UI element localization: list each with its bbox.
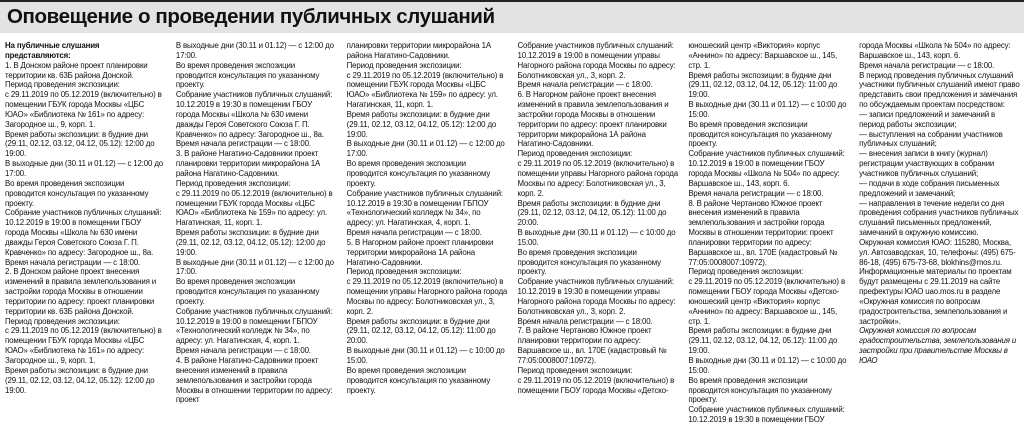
paragraph: с 29.11.2019 по 05.12.2019 (включительно) в помещении ГБУК города Москвы «ЦБС ЮАО» «Библиотека № 159» по адресу: ул. Нагатинская, 11, корп. 1. [175,188,333,228]
paragraph: Период проведения экспозиции: [517,365,633,375]
paragraph: 2. В Донском районе проект внесения изменений в правила землепользования и застройки города Москвы в отношении территории по адресу: проект планировки территории кв. 63Б района Донской. [5,267,157,316]
paragraph: Во время проведения экспозиции проводится консультация по указанному проекту. [346,159,491,188]
paragraph: Период проведения экспозиции: [688,267,804,277]
paragraph: Время работы экспозиции: в будние дни (29.11, 02.12, 03.12, 04.12, 05.12): 11:00 до 20:00. [517,198,667,228]
paragraph: Собрание участников публичных слушаний: 10.12.2019 в 19:00 в помещении ГБОУ города Москвы «Школа № 504» по адресу: Варшавское ш., 143, корп. 6. [688,149,845,188]
text-column [859,41,1021,403]
paragraph: 5. В Нагорном районе проект планировки территории микрорайона 1А района Нагатино-Садовники. [346,237,494,267]
paragraph: Во время проведения экспозиции проводится консультация по указанному проекту. [5,178,149,208]
paragraph: Время работы экспозиции: в будние дни (29.11, 02.12, 03.12, 04.12, 05.12): 11:00 до 19:00. [688,326,838,356]
headline-bar [0,0,1024,33]
paragraph: Время начала регистрации — с 18:00. [346,228,482,238]
paragraph: Период проведения экспозиции: [517,149,633,159]
paragraph: — направления в течение недели со дня проведения собрания участников публичных слушаний письменных предложений, замечаний в окружную комиссию. [859,198,1019,238]
paragraph: планировки территории микрорайона 1А района Нагатино-Садовники. [346,41,491,60]
paragraph: с 29.11.2019 по 05.12.2019 (включительно) в помещении управы Нагорного района города Москвы по адресу: Болотниковская ул., 3, корп. 2. [517,159,678,198]
paragraph: Собрание участников публичных слушаний: 10.12.2019 в 19:00 в помещении ГБОУ города Москвы «Школа № 630 имени дважды Героя Советского Союза Г. П. Кравченко» по адресу: Загородное ш., 8а. [5,208,162,257]
paragraph: Время начала регистрации — с 18:00. [517,316,653,326]
paragraph: Собрание участников публичных слушаний: 10.12.2019 в 19:30 в помещении ГБОУ [688,405,845,425]
paragraph: Во время проведения экспозиции проводится консультация по указанному проекту. [175,277,320,306]
paragraph: Период проведения экспозиции: [5,316,120,326]
text-column [347,41,509,403]
paragraph: В период проведения публичных слушаний участники публичных слушаний имеют право представить свои предложения и замечания по обсуждаемым проектам посредством: [859,70,1020,110]
text-column [5,41,167,403]
paragraph: В выходные дни (30.11 и 01.12) — с 12:00 до 17:00. [175,257,334,277]
paragraph: В выходные дни (30.11 и 01.12) — с 10:00 до 15:00. [517,228,676,247]
paragraph: В выходные дни (30.11 и 01.12) — с 10:00 до 15:00. [346,346,505,365]
paragraph: 1. В Донском районе проект планировки территории кв. 63Б района Донской. [5,60,148,80]
paragraph: В выходные дни (30.11 и 01.12) — с 12:00 до 17:00. [175,41,334,60]
paragraph: 7. В районе Чертаново Южное проект планировки территории по адресу: Варшавское ш., вл. 170Е (кадастровый № 77:05:0008007:10972). [517,326,667,365]
paragraph: — записи предложений и замечаний в период работы экспозиции; [859,109,996,129]
paragraph: Период проведения экспозиции: [346,60,462,70]
paragraph: В выходные дни (30.11 и 01.12) — с 12:00 до 17:00. [5,159,164,178]
paragraph: Время начала регистрации — с 18:00. [5,257,141,267]
text-column [688,41,850,425]
paragraph: — внесения записи в книгу (журнал) регистрации участвующих в собрании участников публичных слушаний; [859,149,995,178]
paragraph: с 29.11.2019 по 05.12.2019 (включительно) в помещении ГБУК города Москвы «ЦБС ЮАО» «Библиотека № 161» по адресу: Загородное ш., 9, корп. 1. [5,90,162,129]
paragraph: Во время проведения экспозиции проводится консультация по указанному проекту. [175,60,320,90]
paragraph: Период проведения экспозиции: [175,178,291,188]
paragraph: В выходные дни (30.11 и 01.12) — с 10:00 до 15:00. [688,356,847,375]
paragraph: Во время проведения экспозиции проводится консультация по указанному проекту. [688,375,832,405]
paragraph: 6. В Нагорном районе проект внесения изменений в правила землепользования и застройки города Москвы в отношении территории по адресу: проект планировки территории микрорайона 1А района Нагатино-Садовники. [517,90,669,149]
paragraph: города Москвы «Школа № 504» по адресу: Варшавское ш., 143, корп. 6. [859,41,1011,60]
paragraph: Время работы экспозиции: в будние дни (29.11, 02.12, 03.12, 04.12, 05.12): 12:00 до 19:00. [175,228,326,257]
paragraph: — подачи в ходе собрания письменных предложений и замечаний; [859,178,1000,198]
paragraph: Время работы экспозиции: в будние дни (29.11, 02.12, 03.12, 04.12, 05.12): 12:00 до 19:00. [346,109,497,139]
section-heading: представляются: [5,50,71,60]
paragraph: Время начала регистрации — с 18:00. [175,346,311,356]
paragraph: Во время проведения экспозиции проводится консультация по указанному проекту. [517,247,661,277]
paragraph: Время работы экспозиции: в будние дни (29.11, 02.12, 03.12, 04.12, 05.12): 11:00 до 19:00. [688,70,838,100]
paragraph: Собрание участников публичных слушаний: 10.12.2019 в 19:30 в помещении управы Нагорного района города Москвы по адресу: Болотниковская ул., 3, корп. 2. [517,277,676,316]
paragraph: Окружная комиссия ЮАО: 115280, Москва, ул. Автозаводская, 10, телефоны: (495) 675-86-18, (495) 675-73-68, blokhins@mos.ru. [859,237,1016,267]
paragraph: В выходные дни (30.11 и 01.12) — с 12:00 до 17:00. [346,139,505,159]
paragraph: с 29.11.2019 по 05.12.2019 (включительно) в помещении ГБУК города Москвы «ЦБС ЮАО» «Библиотека № 161» по адресу: Загородное ш., 9, корп. 1. [5,326,162,365]
paragraph: Время начала регистрации — с 18:00. [517,80,653,90]
section-heading: На публичные слушания [5,41,100,50]
paragraph: с 29.11.2019 по 05.12.2019 (включительно) в помещении управы Нагорного района города Москвы по адресу: Болотниковская ул., 3, корп. 2. [346,277,508,316]
paragraph: Время работы экспозиции: в будние дни (29.11, 02.12, 03.12, 04.12, 05.12): 11:00 до 20:00. [346,316,496,346]
paragraph: Время начала регистрации — с 18:00. [175,139,311,149]
paragraph: с 29.11.2019 по 05.12.2019 (включительно) в помещении ГБОУ города Москвы «Детско- [517,375,675,395]
paragraph: Собрание участников публичных слушаний: 10.12.2019 в 19:00 в помещении управы Нагорного района города Москвы по адресу: Болотниковская ул., 3, корп. 2. [517,41,676,80]
paragraph: Во время проведения экспозиции проводится консультация по указанному проекту. [346,365,491,395]
paragraph: Период проведения экспозиции: [5,80,120,90]
text-columns [5,41,1021,425]
paragraph: Информационные материалы по проектам будут размещены с 29.11.2019 на сайте префектуры ЮАО uao.mos.ru в разделе «Окружная комиссия по вопросам градостроительства, землепользования и застройки». [859,267,1012,326]
paragraph: Собрание участников публичных слушаний: 10.12.2019 в 19:30 в помещении ГБПОУ «Технологический колледж № 34», по адресу: ул. Нагатинская, 4, корп. 1. [346,188,503,228]
page-title: Оповещение о проведении публичных слушаний [7,5,495,28]
signature-text: Окружная комиссия по вопросам градостроительства, землепользования и застройки при правительстве Москвы в ЮАО [859,326,1017,365]
paragraph: Во время проведения экспозиции проводится консультация по указанному проекту. [688,119,832,149]
paragraph: 8. В районе Чертаново Южное проект внесения изменений в правила землепользования и застройки города Москвы в отношении территории: проект планировки территории по адресу: Варшавское ш., вл. 170Е (кадастровый № 77:05:0008007:10972). [688,198,838,267]
paragraph: Время работы экспозиции: в будние дни (29.11, 02.12, 03.12, 04.12, 05.12): 12:00 до 19:00. [5,365,155,395]
paragraph: В выходные дни (30.11 и 01.12) — с 10:00 до 15:00. [688,100,847,119]
text-column [176,41,338,403]
paragraph: с 29.11.2019 по 05.12.2019 (включительно) в помещении ГБОУ города Москвы «Детско-юношеский центр «Виктория» корпус «Аннино» по адресу: Варшавское ш., 145, стр. 1. [688,277,845,326]
paragraph: с 29.11.2019 по 05.12.2019 (включительно) в помещении ГБУК города Москвы «ЦБС ЮАО» «Библиотека № 159» по адресу: ул. Нагатинская, 11, корп. 1. [346,70,504,110]
paragraph: — выступления на собрании участников публичных слушаний; [859,129,1003,149]
paragraph: Собрание участников публичных слушаний: 10.12.2019 в 19:00 в помещении ГБПОУ «Технологический колледж № 34», по адресу: ул. Нагатинская, 4, корп. 1. [175,306,333,346]
paragraph: Время начала регистрации — с 18:00. [688,188,824,198]
paragraph: 3. В районе Нагатино-Садовники проект планировки территории микрорайона 1А района Нагатино-Садовники. [175,149,321,178]
paragraph: 4. В районе Нагатино-Садовники проект внесения изменений в правила землепользования и застройки города Москвы в отношении территории по адресу: проект [175,356,333,405]
paragraph: Период проведения экспозиции: [346,267,462,277]
paragraph: Время начала регистрации — с 18:00. [859,60,995,70]
paragraph: Собрание участников публичных слушаний: 10.12.2019 в 19:30 в помещении ГБОУ города Москвы «Школа № 630 имени дважды Героя Советского Союза Г. П. Кравченко» по адресу: Загородное ш., 8а. [175,90,333,139]
text-column [517,41,679,403]
paragraph: юношеский центр «Виктория» корпус «Аннино» по адресу: Варшавское ш., 145, стр. 1. [688,41,838,70]
paragraph: Время работы экспозиции: в будние дни (29.11, 02.12, 03.12, 04.12, 05.12): 12:00 до 19:00. [5,129,155,159]
